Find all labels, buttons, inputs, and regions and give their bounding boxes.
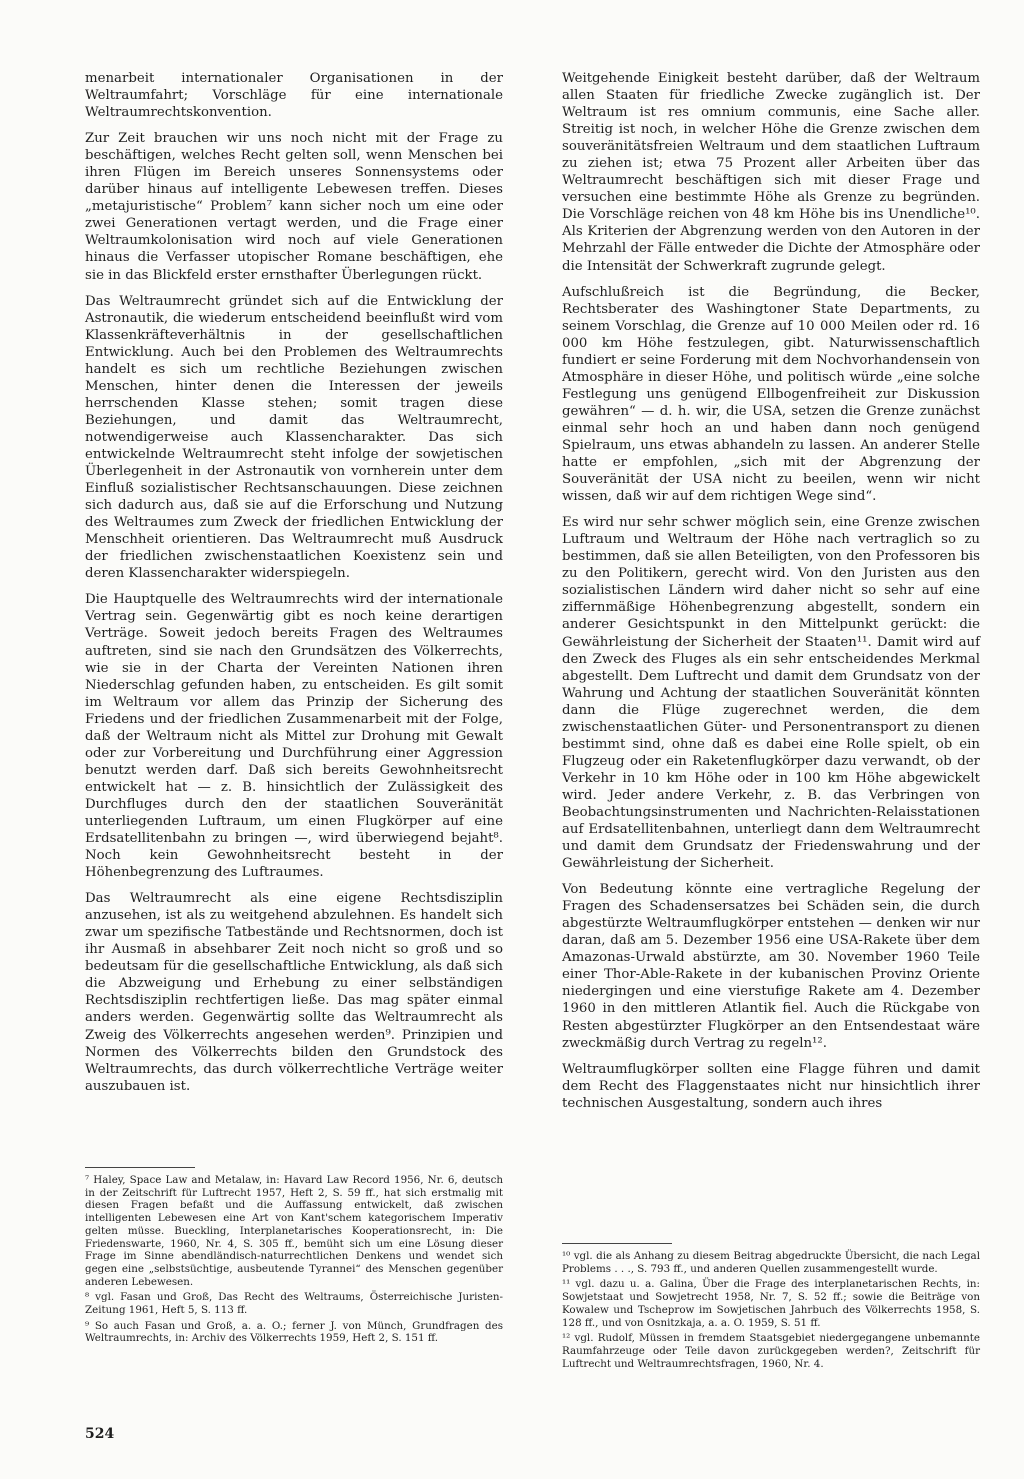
footnote: ⁹ So auch Fasan und Groß, a. a. O.; ferner J. von Münch, Grundfragen des Weltraumrechts, in: Archiv des Völkerrechts 1959, Heft 2, S. 151 ff. bbox=[85, 1319, 503, 1345]
left-text-column bbox=[85, 70, 503, 1104]
footnotes-left bbox=[85, 1167, 503, 1348]
footnotes-right bbox=[562, 1243, 980, 1373]
paragraph: Von Bedeutung könnte eine vertragliche Regelung der Fragen des Schadensersatzes bei Schäden sein, die durch abgestürzte Weltraumflugkörper entstehen — denken wir nur daran, daß am 5. Dezember 1956 eine USA-Rakete über dem Amazonas-Urwald abstürzte, am 30. November 1960 Teile einer Thor-Able-Rakete in der kubanischen Provinz Oriente niedergingen und eine vierstufige Rakete am 4. Dezember 1960 in den mittleren Atlantik fiel. Auch die Rückgabe von Resten abgestürzter Flugkörper an den Entsendestaat wäre zweckmäßig durch Vertrag zu regeln¹². bbox=[562, 882, 980, 1051]
page-number: 524 bbox=[85, 1426, 115, 1442]
paragraph: Das Weltraumrecht gründet sich auf die Entwicklung der Astronautik, die wiederum entscheidend beeinflußt wird vom Klassenkräfteverhältnis in der gesellschaftlichen Entwicklung. Auch bei den Problemen des Weltraumrechts handelt es sich um rechtliche Beziehungen zwischen Menschen, hinter denen die Interessen der jeweils herrschenden Klasse stehen; somit tragen diese Beziehungen, und damit das Weltraumrecht, notwendigerweise auch Klassencharakter. Das sich entwickelnde Weltraumrecht steht infolge der sowjetischen Überlegenheit in der Astronautik von vornherein unter dem Einfluß sozialistischer Rechtsanschauungen. Diese zeichnen sich dadurch aus, daß sie auf die Erforschung und Nutzung des Weltraumes zum Zweck der friedlichen Entwicklung der Menschheit orientieren. Das Weltraumrecht muß Ausdruck der friedlichen zwischenstaatlichen Koexistenz sein und deren Klassencharakter widerspiegeln. bbox=[85, 293, 503, 582]
paragraph: Das Weltraumrecht als eine eigene Rechtsdisziplin anzusehen, ist als zu weitgehend abzulehnen. Es handelt sich zwar um spezifische Tatbestände und Rechtsnormen, doch ist ihr Ausmaß in absehbarer Zeit noch nicht so groß und so bedeutsam für die gesellschaftliche Entwicklung, als daß sich die Abzweigung und Erhebung zu einer selbständigen Rechtsdisziplin rechtfertigen ließe. Das mag später einmal anders werden. Gegenwärtig sollte das Weltraumrecht als Zweig des Völkerrechts angesehen werden⁹. Prinzipien und Normen des Völkerrechts bilden den Grundstock des Weltraumrechts, das durch völkerrechtliche Verträge weiter auszubauen ist. bbox=[85, 891, 503, 1094]
paragraph: menarbeit internationaler Organisationen in der Weltraumfahrt; Vorschläge für eine internationale Weltraumrechtskonvention. bbox=[85, 71, 503, 121]
paragraph: Zur Zeit brauchen wir uns noch nicht mit der Frage zu beschäftigen, welches Recht gelten soll, wenn Menschen bei ihren Flügen im Bereich unseres Sonnensystems oder darüber hinaus auf intelligente Lebewesen treffen. Dieses „metajuristische“ Problem⁷ kann sicher noch um eine oder zwei Generationen vertagt werden, und die Frage einer Weltraumkolonisation wird noch auf viele Generationen hinaus die Verfasser utopischer Romane beschäftigen, ehe sie in das Blickfeld erster ernsthafter Überlegungen rückt. bbox=[85, 131, 503, 283]
paragraph: Es wird nur sehr schwer möglich sein, eine Grenze zwischen Luftraum und Weltraum der Höhe nach vertraglich so zu bestimmen, daß sie allen Beteiligten, von den Professoren bis zu den Politikern, gerecht wird. Von den Juristen aus den sozialistischen Ländern wird daher nicht so sehr auf eine ziffernmäßige Höhenbegrenzung abgestellt, sondern ein anderer Gesichtspunkt in den Mittelpunkt gerückt: die Gewährleistung der Sicherheit der Staaten¹¹. Damit wird auf den Zweck des Fluges als ein sehr entscheidendes Merkmal abgestellt. Dem Luftrecht und damit dem Grundsatz von der Wahrung und Achtung der staatlichen Souveränität könnten dann die Flüge zugerechnet werden, die dem zwischenstaatlichen Güter- und Personentransport zu dienen bestimmt sind, ohne daß es dabei eine Rolle spielt, ob ein Flugzeug oder ein Raketenflugkörper dazu verwandt, ob der Verkehr in 10 km Höhe oder in 100 km Höhe abgewickelt wird. Jeder andere Verkehr, z. B. das Verbringen von Beobachtungsinstrumenten und Nachrichten-Relaisstationen auf Erdsatellitenbahnen, unterliegt dann dem Weltraumrecht und damit dem Grundsatz der Friedenswahrung und der Gewährleistung der Sicherheit. bbox=[562, 515, 980, 872]
footnote: ¹² vgl. Rudolf, Müssen in fremdem Staatsgebiet niedergegangene unbemannte Raumfahrzeuge oder Teile davon zurückgegeben werden?, Zeitschrift für Luftrecht und Weltraumrechtsfragen, 1960, Nr. 4. bbox=[562, 1332, 980, 1370]
footnote: ¹⁰ vgl. die als Anhang zu diesem Beitrag abgedruckte Übersicht, die nach Legal Problems . . ., S. 793 ff., und anderen Quellen zusammengestellt wurde. bbox=[562, 1250, 980, 1275]
paragraph: Aufschlußreich ist die Begründung, die Becker, Rechtsberater des Washingtoner State Departments, zu seinem Vorschlag, die Grenze auf 10 000 Meilen oder rd. 16 000 km Höhe festzulegen, gibt. Naturwissenschaftlich fundiert er seine Forderung mit dem Nochvorhandensein von Atmosphäre in dieser Höhe, und politisch würde „eine solche Festlegung uns genügend Ellbogenfreiheit zur Diskussion gewähren“ — d. h. wir, die USA, setzen die Grenze zunächst einmal sehr hoch an und haben dann noch genügend Spielraum, uns etwas abhandeln zu lassen. An anderer Stelle hatte er empfohlen, „sich mit der Abgrenzung der Souveränität der USA nicht zu beeilen, wenn wir nicht wissen, daß wir auf dem richtigen Wege sind“. bbox=[562, 284, 980, 505]
right-text-column bbox=[562, 70, 980, 1121]
paragraph: Weltraumflugkörper sollten eine Flagge führen und damit dem Recht des Flaggenstaates nicht nur hinsichtlich ihrer technischen Ausgestaltung, sondern auch ihres bbox=[562, 1061, 980, 1111]
paragraph: Weitgehende Einigkeit besteht darüber, daß der Weltraum allen Staaten für friedliche Zwecke zugänglich ist. Der Weltraum ist res omnium communis, eine Sache aller. Streitig ist noch, in welcher Höhe die Grenze zwischen dem souveränitätsfreien Weltraum und dem staatlichen Luftraum zu ziehen ist; etwa 75 Prozent aller Arbeiten über das Weltraumrecht beschäftigen sich mit dieser Frage und versuchen eine bestimmte Höhe als Grenze zu begründen. Die Vorschläge reichen von 48 km Höhe bis ins Unendliche¹⁰. Als Kriterien der Abgrenzung werden von den Autoren in der Mehrzahl der Fälle entweder die Dichte der Atmosphäre oder die Intensität der Schwerkraft zugrunde gelegt. bbox=[562, 71, 980, 274]
footnote: ⁷ Haley, Space Law and Metalaw, in: Havard Law Record 1956, Nr. 6, deutsch in der Zeitschrift für Luftrecht 1957, Heft 2, S. 59 ff., hat sich erstmalig mit diesen Fragen befaßt und die Auffassung entwickelt, daß zwischen intelligenten Lebewesen eine Art von Kant'schem kategorischem Imperativ gelten müsse. Bueckling, Interplanetarisches Kooperationsrecht, in: Die Friedenswarte, 1960, Nr. 4, S. 305 ff., bemüht sich um eine Lösung dieser Frage im Sinne abendländisch-naturrechtlichen Denkens und wendet sich gegen eine „selbstsüchtige, ausbeutende Tyrannei“ des Menschen gegenüber anderen Lebewesen. bbox=[85, 1174, 503, 1288]
footnote-divider bbox=[562, 1243, 672, 1244]
footnote: ¹¹ vgl. dazu u. a. Galina, Über die Frage des interplanetarischen Rechts, in: Sowjetstaat und Sowjetrecht 1958, Nr. 7, S. 52 ff.; sowie die Beiträge von Kowalew und Tscheprow im Sowjetischen Jahrbuch des Völkerrechts 1958, S. 128 ff., und von Osnitzkaja, a. a. O. 1959, S. 51 ff. bbox=[562, 1278, 980, 1329]
footnote-divider bbox=[85, 1167, 195, 1168]
footnote: ⁸ vgl. Fasan und Groß, Das Recht des Weltraums, Österreichische Juristen-Zeitung 1961, Heft 5, S. 113 ff. bbox=[85, 1291, 503, 1317]
paragraph: Die Hauptquelle des Weltraumrechts wird der internationale Vertrag sein. Gegenwärtig gibt es noch keine derartigen Verträge. Soweit jedoch bereits Fragen des Weltraumes auftreten, sind sie nach den Grundsätzen des Völkerrechts, wie sie in der Charta der Vereinten Nationen ihren Niederschlag gefunden haben, zu entscheiden. Es gilt somit im Weltraum vor allem das Prinzip der Sicherung des Friedens und der friedlichen Zusammenarbeit mit der Folge, daß der Weltraum nicht als Mittel zur Drohung mit Gewalt oder zur Vorbereitung und Durchführung einer Aggression benutzt werden darf. Daß sich bereits Gewohnheitsrecht entwickelt hat — z. B. hinsichtlich der Zulässigkeit des Durchfluges durch den der staatlichen Souveränität unterliegenden Luftraum, um einen Flugkörper auf eine Erdsatellitenbahn zu bringen —, wird überwiegend bejaht⁸. Noch kein Gewohnheitsrecht besteht in der Höhenbegrenzung des Luftraumes. bbox=[85, 592, 503, 881]
